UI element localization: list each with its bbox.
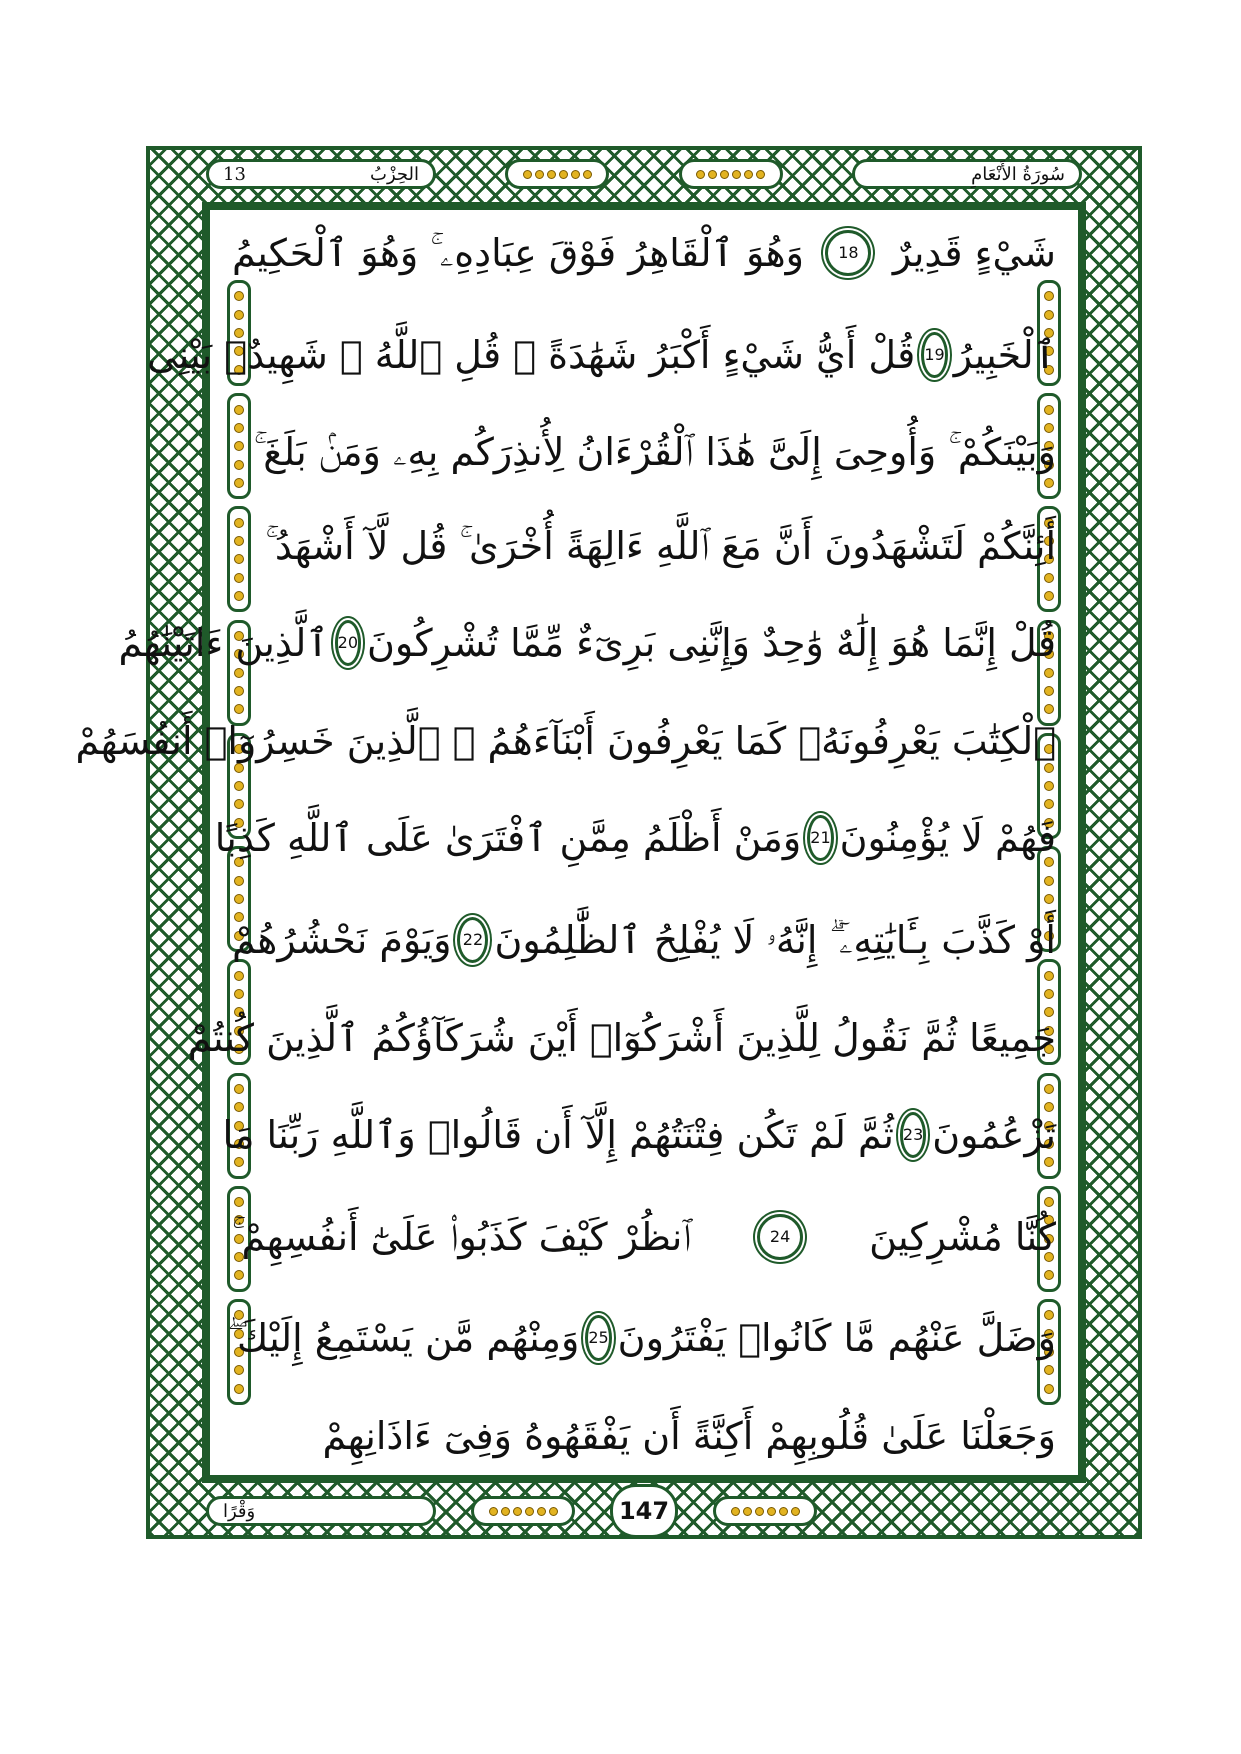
verse-text: وَيَوْمَ نَحْشُرُهُمْ <box>232 918 452 963</box>
verse-text: ٱنظُرْ كَيْفَ كَذَبُوا۟ عَلَىٰٓ أَنفُسِهِمْ ۚ <box>232 1214 692 1259</box>
catchword-box <box>206 1496 436 1526</box>
verse-text: وَمَنْ أَظْلَمُ مِمَّنِ ٱفْتَرَىٰ عَلَى ٱللَّهِ كَذِبًا <box>214 816 802 861</box>
text-line <box>232 523 1056 568</box>
surah-name: سُورَةُ الأَنْعَامِ <box>971 163 1065 185</box>
verse-text: شَيْءٍ قَدِيرٌ <box>892 231 1056 275</box>
text-panel <box>75 208 1080 1477</box>
hizb-number: 13 <box>223 163 246 185</box>
verse-text: فَهُمْ لَا يُؤْمِنُونَ <box>839 816 1056 861</box>
verse-text: قُلْ إِنَّمَا هُوَ إِلَٰهٌ وَٰحِدٌ وَإِنَّنِى بَرِىٓءٌ مِّمَّا تُشْرِكُونَ <box>367 621 1056 666</box>
verse-number-marker: 18 <box>825 230 871 276</box>
footer-ornament-right <box>713 1496 817 1526</box>
verse-number-marker: 19 <box>921 332 947 378</box>
text-line <box>232 917 1056 963</box>
hizb-label-box <box>206 159 436 189</box>
verse-text: أَوْ كَذَّبَ بِـَٔايَٰتِهِۦٓ ۗ إِنَّهُۥ لَا يُفْلِحُ ٱلظَّٰلِمُونَ <box>494 918 1056 963</box>
page-frame <box>75 146 1142 1539</box>
text-line <box>75 718 1056 763</box>
verse-number-marker: 22 <box>457 917 488 963</box>
hizb-label: الحِزْبُ <box>370 163 419 185</box>
verse-text: وَمِنْهُم مَّن يَسْتَمِعُ إِلَيْكَ ۖ <box>227 1316 580 1361</box>
verse-text: ٱلْخَبِيرُ <box>953 332 1056 377</box>
inner-border <box>75 202 1086 1483</box>
verse-number-marker: 20 <box>335 620 361 666</box>
text-line <box>232 1413 1056 1458</box>
text-line <box>232 1214 1056 1260</box>
verse-text: تَزْعُمُونَ <box>932 1113 1056 1158</box>
text-line <box>118 620 1056 666</box>
verse-text: وَضَلَّ عَنْهُم مَّا كَانُوا۟ يَفْتَرُونَ <box>617 1316 1056 1361</box>
verse-number-marker: 21 <box>807 815 833 861</box>
text-line <box>232 230 1056 276</box>
catchword: وَقْرًا <box>223 1500 256 1522</box>
text-line <box>222 1112 1056 1158</box>
header-bar <box>206 154 1082 194</box>
verse-number-marker: 25 <box>585 1315 611 1361</box>
header-ornament-left <box>505 159 609 189</box>
verse-text: قُلْ أَيُّ شَيْءٍ أَكْبَرُ شَهَٰدَةً ۖ قُلِ ٱللَّهُ ۖ شَهِيدٌۢ بَيْنِى <box>147 332 916 377</box>
verse-text: كُنَّا مُشْرِكِينَ <box>869 1214 1056 1259</box>
page-number: 147 <box>610 1484 678 1538</box>
footer-ornament-left <box>471 1496 575 1526</box>
footer-bar <box>206 1491 1082 1531</box>
quran-text <box>75 230 1056 1458</box>
text-line <box>232 430 1056 475</box>
header-ornament-right <box>679 159 783 189</box>
verse-text: ٱلْكِتَٰبَ يَعْرِفُونَهُۥ كَمَا يَعْرِفُونَ أَبْنَآءَهُمُ ۘ ٱلَّذِينَ خَسِرُوٓا۟ أَنفُسَهُمْ <box>75 718 1056 763</box>
surah-name-box <box>852 159 1082 189</box>
text-line <box>187 1015 1056 1060</box>
text-line <box>227 1315 1056 1361</box>
verse-text: ٱلَّذِينَ ءَاتَيْنَٰهُمُ <box>118 621 329 666</box>
verse-text: جَمِيعًا ثُمَّ نَقُولُ لِلَّذِينَ أَشْرَكُوٓا۟ أَيْنَ شُرَكَآؤُكُمُ ٱلَّذِينَ كُنتُمْ <box>187 1015 1056 1060</box>
verse-number-marker: 23 <box>900 1112 926 1158</box>
verse-text: وَهُوَ ٱلْقَاهِرُ فَوْقَ عِبَادِهِۦ ۚ وَهُوَ ٱلْحَكِيمُ <box>232 231 804 275</box>
verse-number-marker: 24 <box>757 1214 803 1260</box>
text-line <box>214 815 1056 861</box>
verse-text: أَئِنَّكُمْ لَتَشْهَدُونَ أَنَّ مَعَ ٱللَّهِ ءَالِهَةً أُخْرَىٰ ۚ قُل لَّآ أَشْهَدُ ۚ <box>265 523 1056 568</box>
verse-text: وَبَيْنَكُمْ ۚ وَأُوحِىَ إِلَىَّ هَٰذَا ٱلْقُرْءَانُ لِأُنذِرَكُم بِهِۦ وَمَنۢ بَلَغَ ۚ <box>253 430 1056 475</box>
verse-text: ثُمَّ لَمْ تَكُن فِتْنَتُهُمْ إِلَّآ أَن قَالُوا۟ وَٱللَّهِ رَبِّنَا مَا <box>222 1113 894 1158</box>
verse-text: وَجَعَلْنَا عَلَىٰ قُلُوبِهِمْ أَكِنَّةً أَن يَفْقَهُوهُ وَفِىٓ ءَاذَانِهِمْ <box>322 1413 1056 1458</box>
text-line <box>147 332 1056 378</box>
